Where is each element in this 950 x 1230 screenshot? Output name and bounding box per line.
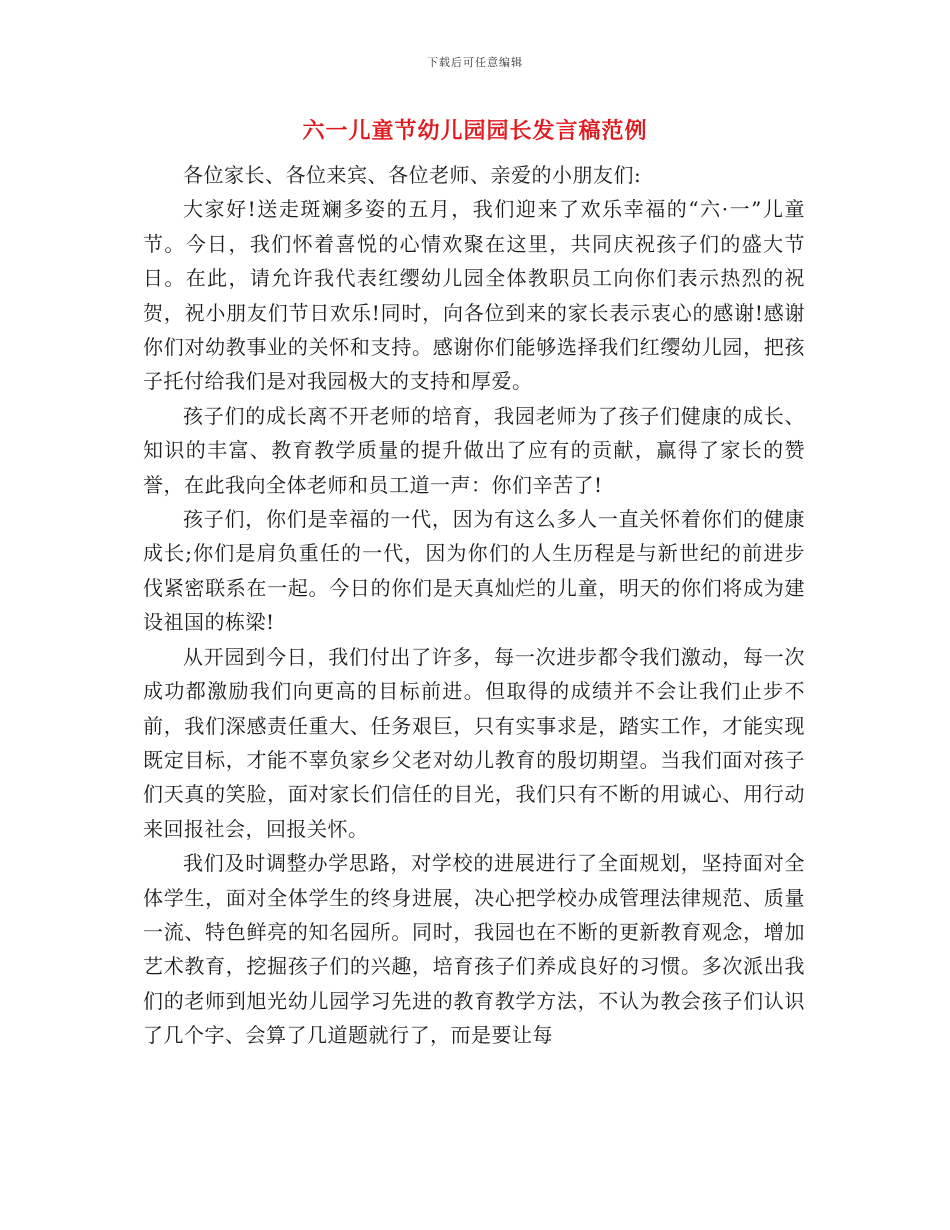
header-note: 下载后可任意编辑 <box>427 56 523 69</box>
body-paragraph: 从开园到今日，我们付出了许多，每一次进步都令我们激动，每一次成功都激励我们向更高的目标前进。但取得的成绩并不会让我们止步不前，我们深感责任重大、任务艰巨，只有实事求是，踏实工作，才能实现既定目标，才能不辜负家乡父老对幼儿教育的殷切期望。当我们面对孩子们天真的笑脸，面对家长们信任的目光，我们只有不断的用诚心、用行动来回报社会，回报关怀。 <box>143 644 805 841</box>
body-paragraph: 孩子们，你们是幸福的一代，因为有这么多人一直关怀着你们的健康成长;你们是肩负重任的一代，因为你们的人生历程是与新世纪的前进步伐紧密联系在一起。今日的你们是天真灿烂的儿童，明天的你们将成为建设祖国的栋梁! <box>143 507 805 635</box>
document-title: 六一儿童节幼儿园园长发言稿范例 <box>302 118 648 144</box>
document-body <box>143 158 805 1053</box>
body-paragraph: 大家好!送走斑斓多姿的五月，我们迎来了欢乐幸福的“六·一”儿童节。今日，我们怀着喜悦的心情欢聚在这里，共同庆祝孩子们的盛大节日。在此，请允许我代表红缨幼儿园全体教职员工向你们表示热烈的祝贺，祝小朋友们节日欢乐!同时，向各位到来的家长表示衷心的感谢!感谢你们对幼教事业的关怀和支持。感谢你们能够选择我们红缨幼儿园，把孩子托付给我们是对我园极大的支持和厚爱。 <box>143 197 805 394</box>
body-paragraph: 孩子们的成长离不开老师的培育，我园老师为了孩子们健康的成长、知识的丰富、教育教学质量的提升做出了应有的贡献，赢得了家长的赞誉，在此我向全体老师和员工道一声：你们辛苦了! <box>143 403 805 497</box>
salutation-paragraph: 各位家长、各位来宾、各位老师、亲爱的小朋友们: <box>183 163 642 187</box>
body-paragraph: 我们及时调整办学思路，对学校的进展进行了全面规划，坚持面对全体学生，面对全体学生的终身进展，决心把学校办成管理法律规范、质量一流、特色鲜亮的知名园所。同时，我园也在不断的更新教育观念，增加艺术教育，挖掘孩子们的兴趣，培育孩子们养成良好的习惯。多次派出我们的老师到旭光幼儿园学习先进的教育教学方法，不认为教会孩子们认识了几个字、会算了几道题就行了，而是要让每 <box>143 851 805 1048</box>
